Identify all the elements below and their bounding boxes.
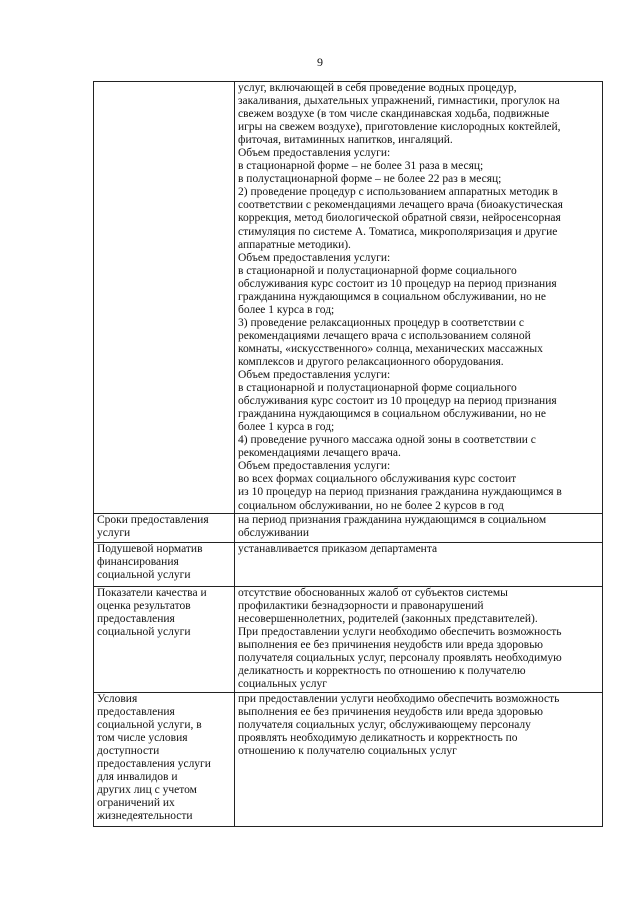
- text-line: более 1 курса в год;: [238, 421, 335, 434]
- text-line: отсутствие обоснованных жалоб от субъектов системы: [238, 586, 508, 599]
- text-line: гражданина нуждающимся в социальном обслуживании, но не: [238, 290, 546, 303]
- text-line: предоставления: [97, 612, 175, 625]
- service-description-continuation: [235, 82, 603, 514]
- text-line: обслуживания курс состоит из 10 процедур на период признания: [238, 277, 557, 290]
- row-value-terms: [235, 513, 603, 542]
- text-line: свежем воздухе (в том числе скандинавская ходьба, подвижные: [238, 108, 550, 121]
- text-line: в стационарной и полустационарной форме социального: [238, 382, 517, 395]
- text-line: Показатели качества и: [97, 586, 207, 599]
- table-row: [94, 586, 603, 692]
- text-line: Сроки предоставления: [97, 513, 209, 526]
- text-line: рекомендациями лечащего врача с использованием соляной: [238, 329, 531, 342]
- row-value-quality: [235, 586, 603, 692]
- text-line: устанавливается приказом департамента: [238, 542, 438, 555]
- text-line: выполнения ее без причинения неудобств или вреда здоровью: [238, 705, 544, 718]
- text-line: Условия: [97, 692, 138, 705]
- text-line: из 10 процедур на период признания гражданина нуждающимся в: [238, 486, 562, 499]
- table-row: [94, 82, 603, 514]
- text-line: проявлять необходимую деликатность и корректность по: [238, 731, 518, 744]
- row-label-funding: [94, 542, 235, 586]
- text-line: предоставления услуги: [97, 757, 211, 770]
- text-line: в стационарной и полустационарной форме социального: [238, 264, 517, 277]
- text-line: фиточая, витаминных напитков, ингаляций.: [238, 134, 453, 147]
- text-line: соответствии с рекомендациями лечащего врача (биоакустическая: [238, 199, 563, 212]
- text-line: стимуляция по системе А. Томатиса, микрополяризация и другие: [238, 225, 558, 238]
- text-line: обслуживании: [238, 526, 309, 539]
- text-line: Объем предоставления услуги:: [238, 147, 391, 160]
- text-line: Подушевой норматив: [97, 542, 203, 555]
- row-label-quality: [94, 586, 235, 692]
- text-line: коррекция, метод биологической обратной связи, нейросенсорная: [238, 212, 561, 225]
- text-line: услуги: [97, 526, 131, 539]
- text-line: Объем предоставления услуги:: [238, 460, 391, 473]
- text-line: 2) проведение процедур с использованием аппаратных методик в: [238, 186, 558, 199]
- row-label-conditions: [94, 692, 235, 826]
- text-line: игры на свежем воздухе), приготовление кислородных коктейлей,: [238, 121, 561, 134]
- text-line: в полустационарной форме – не более 22 раз в месяц;: [238, 173, 502, 186]
- table-row: [94, 513, 603, 542]
- row-value-funding: [235, 542, 603, 586]
- text-line: финансирования: [97, 555, 179, 568]
- text-line: выполнения ее без причинения неудобств или вреда здоровью: [238, 638, 544, 651]
- text-line: для инвалидов и: [97, 770, 178, 783]
- text-line: несовершеннолетних, родителей (законных представителей).: [238, 612, 538, 625]
- service-table: [93, 81, 603, 827]
- text-line: 3) проведение релаксационных процедур в соответствии с: [238, 316, 524, 329]
- text-line: на период признания гражданина нуждающимся в социальном: [238, 513, 547, 526]
- text-line: деликатность и корректность по отношению к получателю: [238, 664, 526, 677]
- text-line: 4) проведение ручного массажа одной зоны в соответствии с: [238, 434, 536, 447]
- text-line: рекомендациями лечащего врача.: [238, 447, 401, 460]
- text-line: социальном обслуживании, но не более 2 курсов в год: [238, 499, 504, 512]
- text-line: предоставления: [97, 705, 175, 718]
- table-row: [94, 542, 603, 586]
- row-label-terms: [94, 513, 235, 542]
- text-line: Объем предоставления услуги:: [238, 251, 391, 264]
- text-line: закаливания, дыхательных упражнений, гимнастики, прогулок на: [238, 95, 560, 108]
- text-line: во всех формах социального обслуживания курс состоит: [238, 473, 517, 486]
- text-line: в стационарной форме – не более 31 раза в месяц;: [238, 160, 484, 173]
- text-line: комнаты, «искусственного» солнца, механических массажных: [238, 342, 543, 355]
- text-line: гражданина нуждающимся в социальном обслуживании, но не: [238, 408, 546, 421]
- text-line: получателя социальных услуг, персоналу проявлять необходимую: [238, 651, 562, 664]
- text-line: социальной услуги: [97, 625, 191, 638]
- text-line: более 1 курса в год;: [238, 303, 335, 316]
- text-line: социальной услуги, в: [97, 718, 202, 731]
- text-line: других лиц с учетом: [97, 783, 197, 796]
- text-line: При предоставлении услуги необходимо обеспечить возможность: [238, 625, 562, 638]
- page-number: 9: [317, 55, 323, 69]
- text-line: том числе условия: [97, 731, 188, 744]
- text-line: услуг, включающей в себя проведение водных процедур,: [238, 82, 517, 94]
- text-line: жизнедеятельности: [97, 809, 193, 822]
- table-row: [94, 692, 603, 826]
- text-line: при предоставлении услуги необходимо обеспечить возможность: [238, 692, 560, 705]
- text-line: социальных услуг: [238, 677, 327, 690]
- text-line: профилактики безнадзорности и правонарушений: [238, 599, 484, 612]
- row-value-conditions: [235, 692, 603, 826]
- text-line: комплексов и другого релаксационного оборудования.: [238, 355, 504, 368]
- text-line: отношению к получателю социальных услуг: [238, 744, 457, 757]
- text-line: Объем предоставления услуги:: [238, 369, 391, 382]
- text-line: получателя социальных услуг, обслуживающему персоналу: [238, 718, 531, 731]
- text-line: доступности: [97, 744, 160, 757]
- text-line: ограничений их: [97, 796, 175, 809]
- text-line: оценка результатов: [97, 599, 191, 612]
- text-line: аппаратные методики).: [238, 238, 351, 251]
- text-line: социальной услуги: [97, 568, 191, 581]
- row-label-continuation: [94, 82, 235, 514]
- text-line: обслуживания курс состоит из 10 процедур на период признания: [238, 395, 557, 408]
